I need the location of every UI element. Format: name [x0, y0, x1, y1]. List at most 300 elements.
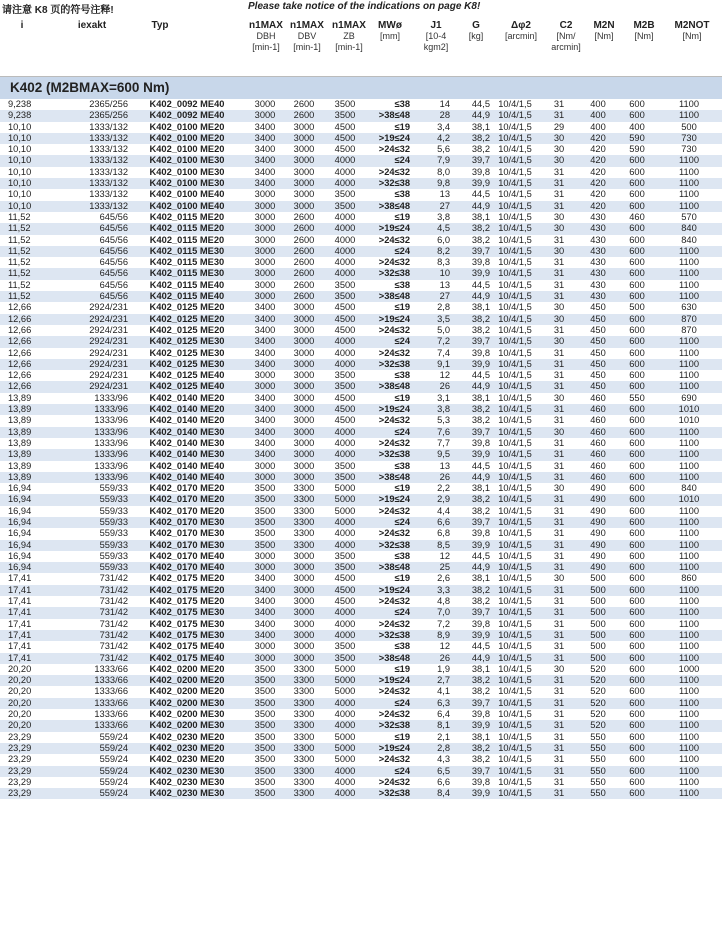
table-cell: 10/4/1,5 — [490, 472, 540, 483]
table-cell: 31 — [540, 653, 578, 664]
table-cell: 10/4/1,5 — [490, 155, 540, 166]
table-cell: 1100 — [656, 381, 722, 392]
table-cell: 12,66 — [0, 314, 66, 325]
table-cell: 600 — [618, 743, 656, 754]
table-cell: 38,1 — [471, 211, 490, 222]
table-cell: 3000 — [284, 449, 324, 460]
table-cell: >38≤48 — [366, 653, 410, 664]
table-cell: 23,29 — [0, 766, 66, 777]
table-cell: 3000 — [246, 268, 284, 279]
table-cell: 3300 — [293, 505, 315, 516]
table-cell: 1100 — [656, 562, 722, 573]
table-cell: 460 — [629, 211, 645, 222]
table-cell: 4000 — [324, 449, 366, 460]
table-cell: 39,7 — [450, 517, 490, 528]
table-cell: 1,9 — [437, 663, 450, 674]
table-cell: 8,4 — [410, 788, 450, 799]
table-cell: 600 — [618, 155, 656, 166]
table-cell: 600 — [618, 336, 656, 347]
table-cell: K402_0115 ME30 — [149, 257, 225, 268]
table-cell: 3000 — [284, 178, 324, 189]
table-cell: 2924/231 — [89, 347, 128, 358]
table-cell: K402_0175 ME20 — [149, 573, 225, 584]
table-cell: 7,0 — [410, 607, 450, 618]
table-cell: 3,8 — [437, 211, 450, 222]
table-cell: 1010 — [678, 415, 700, 426]
table-cell: 38,2 — [471, 144, 490, 155]
table-cell: 30 — [553, 392, 565, 403]
column-header-unit: [Nm] — [682, 31, 702, 41]
table-cell: 12,66 — [8, 347, 32, 358]
table-cell: 3000 — [246, 381, 284, 392]
table-cell: 31 — [553, 189, 565, 200]
table-cell: 3000 — [246, 291, 284, 302]
table-cell: 3500 — [254, 731, 276, 742]
table-cell: 3000 — [254, 641, 276, 652]
table-cell: 1333/132 — [66, 178, 128, 189]
table-cell: 4000 — [334, 776, 356, 787]
table-cell: 600 — [629, 618, 645, 629]
column-header-label: G — [472, 20, 480, 31]
table-cell: 4000 — [334, 211, 356, 222]
table-cell: >19≤24 — [366, 585, 410, 596]
table-cell: 3000 — [284, 201, 324, 212]
table-row — [0, 427, 722, 438]
table-cell: 12,66 — [0, 359, 66, 370]
table-cell: 870 — [656, 314, 722, 325]
table-cell: 490 — [590, 483, 606, 494]
table-cell: 1100 — [656, 607, 722, 618]
column-header-label: M2NOT — [674, 20, 710, 31]
table-cell: 10/4/1,5 — [498, 754, 532, 765]
table-cell: 3400 — [254, 144, 276, 155]
table-cell: 731/42 — [99, 596, 128, 607]
table-cell: 13,89 — [0, 472, 66, 483]
table-cell: 39,9 — [450, 178, 490, 189]
table-cell: 3300 — [284, 540, 324, 551]
table-cell: 6,4 — [437, 709, 450, 720]
table-row — [0, 540, 722, 551]
column-header — [328, 20, 370, 53]
table-row — [0, 494, 722, 505]
table-cell: 38,2 — [450, 133, 490, 144]
table-row — [0, 766, 722, 777]
table-cell: 730 — [681, 144, 697, 155]
table-cell: K402_0175 ME30 — [128, 630, 246, 641]
table-cell: 3300 — [293, 528, 315, 539]
table-cell: 10/4/1,5 — [498, 528, 532, 539]
column-header-unit: [10-4 kgm2] — [423, 31, 449, 52]
table-cell: 2924/231 — [66, 359, 128, 370]
column-header — [246, 20, 286, 53]
table-cell: 6,0 — [437, 234, 450, 245]
table-cell: 23,29 — [8, 731, 32, 742]
table-cell: 3400 — [254, 302, 276, 313]
table-cell: 3500 — [246, 720, 284, 731]
table-cell: 3500 — [254, 663, 276, 674]
table-cell: >24≤32 — [378, 257, 410, 268]
table-cell: 500 — [578, 607, 618, 618]
table-cell: 38,2 — [450, 675, 490, 686]
table-cell: 420 — [590, 166, 606, 177]
notice-cn: 请注意 K8 页的符号注释! — [2, 5, 114, 16]
table-cell: 38,2 — [471, 686, 490, 697]
table-cell: 31 — [553, 776, 565, 787]
table-cell: 1333/66 — [66, 698, 128, 709]
table-cell: 3400 — [246, 404, 284, 415]
table-cell: 3000 — [284, 630, 324, 641]
table-cell: ≤24 — [366, 336, 410, 347]
table-cell: >24≤32 — [378, 709, 410, 720]
table-cell: 11,52 — [8, 211, 31, 222]
table-cell: 4500 — [334, 121, 356, 132]
column-header-label: n1MAX — [332, 20, 366, 31]
table-cell: 3400 — [246, 336, 284, 347]
table-cell: 645/56 — [99, 257, 128, 268]
table-cell: K402_0230 ME20 — [128, 743, 246, 754]
table-cell: 44,5 — [471, 550, 490, 561]
table-row — [0, 325, 722, 336]
table-cell: 10,10 — [8, 121, 32, 132]
table-cell: 31 — [540, 562, 578, 573]
table-cell: 10/4/1,5 — [498, 257, 532, 268]
table-cell: 600 — [629, 324, 645, 335]
table-cell: 1333/96 — [94, 460, 128, 471]
table-cell: 600 — [629, 257, 645, 268]
table-cell: 10/4/1,5 — [490, 743, 540, 754]
table-cell: 39,8 — [471, 257, 490, 268]
table-cell: 11,52 — [8, 279, 31, 290]
table-cell: 1333/96 — [94, 392, 128, 403]
table-cell: 4,3 — [437, 754, 450, 765]
table-cell: 4,1 — [437, 686, 450, 697]
table-cell: 1100 — [679, 99, 699, 109]
table-cell: 400 — [629, 121, 645, 132]
table-cell: 6,8 — [437, 528, 450, 539]
table-cell: 600 — [618, 381, 656, 392]
table-cell: 30 — [553, 144, 565, 155]
table-cell: 10/4/1,5 — [498, 709, 532, 720]
table-cell: 31 — [553, 99, 565, 109]
table-cell: 5000 — [334, 754, 356, 765]
table-cell: 30 — [540, 155, 578, 166]
table-cell: K402_0115 ME20 — [128, 223, 246, 234]
table-cell: 38,2 — [471, 234, 490, 245]
table-cell: 559/24 — [99, 731, 128, 742]
table-cell: 39,9 — [450, 720, 490, 731]
table-cell: 44,9 — [450, 381, 490, 392]
table-cell: 1100 — [679, 505, 699, 516]
table-cell: K402_0140 ME20 — [149, 392, 225, 403]
table-cell: 17,41 — [8, 596, 32, 607]
table-cell: 10/4/1,5 — [490, 291, 540, 302]
table-cell: 3400 — [246, 155, 284, 166]
table-cell: >24≤32 — [378, 324, 410, 335]
table-cell: 10/4/1,5 — [498, 144, 532, 155]
table-cell: ≤19 — [394, 302, 410, 313]
table-cell: K402_0200 ME30 — [149, 709, 225, 720]
table-cell: 39,7 — [450, 246, 490, 257]
column-header-unit: [Nm] — [594, 31, 614, 41]
table-cell: 550 — [578, 788, 618, 799]
table-cell: 10/4/1,5 — [490, 540, 540, 551]
table-cell: 44,9 — [450, 201, 490, 212]
table-cell: 17,41 — [0, 585, 66, 596]
table-cell: 10/4/1,5 — [490, 359, 540, 370]
table-cell: 600 — [618, 630, 656, 641]
table-cell: 3500 — [254, 754, 276, 765]
table-row — [0, 630, 722, 641]
table-cell: 490 — [578, 562, 618, 573]
table-cell: 13,89 — [0, 449, 66, 460]
table-cell: K402_0175 ME30 — [149, 618, 225, 629]
table-cell: 600 — [618, 178, 656, 189]
table-cell: 10,10 — [0, 201, 66, 212]
table-cell: 4500 — [334, 324, 356, 335]
table-cell: K402_0115 ME40 — [149, 279, 225, 290]
table-cell: 500 — [590, 573, 606, 584]
column-header — [584, 20, 624, 42]
table-cell: K402_0125 ME30 — [128, 336, 246, 347]
table-cell: 5,0 — [437, 324, 450, 335]
table-cell: K402_0170 ME20 — [128, 494, 246, 505]
table-cell: 31 — [553, 686, 565, 697]
table-cell: >19≤24 — [366, 314, 410, 325]
table-row — [0, 144, 722, 155]
table-cell: 600 — [618, 110, 656, 121]
table-cell: 13,89 — [8, 415, 32, 426]
table-cell: 1333/96 — [66, 449, 128, 460]
table-cell: 10/4/1,5 — [498, 641, 532, 652]
table-cell: 731/42 — [66, 630, 128, 641]
table-cell: 3000 — [254, 550, 276, 561]
table-cell: 30 — [540, 133, 578, 144]
table-cell: 3400 — [254, 437, 276, 448]
table-cell: 600 — [618, 449, 656, 460]
table-cell: 1100 — [656, 201, 722, 212]
table-row — [0, 393, 722, 404]
table-cell: 3400 — [254, 596, 276, 607]
table-cell: 600 — [629, 437, 645, 448]
table-cell: 3000 — [293, 370, 315, 381]
table-cell: 1100 — [679, 754, 699, 765]
table-cell: ≤38 — [394, 279, 410, 290]
table-cell: 20,20 — [0, 675, 66, 686]
table-cell: 38,2 — [471, 415, 490, 426]
table-cell: 10/4/1,5 — [498, 460, 532, 471]
table-cell: 1100 — [656, 472, 722, 483]
table-cell: 3400 — [254, 121, 276, 132]
table-cell: 1333/132 — [89, 189, 128, 200]
table-cell: K402_0140 ME30 — [149, 437, 225, 448]
table-cell: 1100 — [679, 709, 699, 720]
table-cell: >32≤38 — [366, 720, 410, 731]
table-cell: 10/4/1,5 — [498, 279, 532, 290]
table-cell: 3300 — [293, 663, 315, 674]
table-cell: 12,66 — [0, 381, 66, 392]
table-cell: 3000 — [284, 472, 324, 483]
table-cell: 23,29 — [0, 788, 66, 799]
table-cell: K402_0230 ME30 — [128, 788, 246, 799]
table-row — [0, 280, 722, 291]
table-cell: K402_0200 ME30 — [128, 720, 246, 731]
table-cell: 3500 — [324, 472, 366, 483]
table-cell: 645/56 — [66, 223, 128, 234]
table-cell: 1100 — [656, 540, 722, 551]
table-cell: 4500 — [334, 573, 356, 584]
table-cell: 38,1 — [471, 302, 490, 313]
table-cell: 600 — [629, 279, 645, 290]
table-cell: 1333/96 — [66, 404, 128, 415]
table-cell: 4,4 — [437, 505, 450, 516]
table-cell: 430 — [578, 223, 618, 234]
table-cell: 645/56 — [99, 211, 128, 222]
table-cell: 30 — [553, 483, 565, 494]
column-header-unit: [mm] — [380, 31, 400, 41]
table-cell: 3000 — [284, 562, 324, 573]
table-cell: ≤19 — [394, 731, 410, 742]
table-cell: 4000 — [334, 437, 356, 448]
table-cell: 11,52 — [0, 268, 66, 279]
table-cell: 3500 — [334, 460, 356, 471]
table-cell: 31 — [540, 630, 578, 641]
table-cell: 10/4/1,5 — [498, 483, 532, 494]
table-row — [0, 438, 722, 449]
table-row — [0, 675, 722, 686]
table-cell: 17,41 — [8, 641, 32, 652]
table-cell: 23,29 — [0, 743, 66, 754]
table-cell: 6,6 — [410, 517, 450, 528]
table-cell: 730 — [656, 133, 722, 144]
table-cell: 2600 — [284, 246, 324, 257]
table-cell: 44,5 — [471, 99, 490, 109]
table-cell: 3,4 — [437, 121, 450, 132]
table-cell: 3000 — [284, 381, 324, 392]
table-cell: 10/4/1,5 — [498, 234, 532, 245]
table-cell: 39,9 — [450, 268, 490, 279]
table-cell: 3500 — [334, 550, 356, 561]
table-cell: 3,3 — [410, 585, 450, 596]
table-cell: 31 — [553, 641, 565, 652]
table-cell: 3000 — [246, 472, 284, 483]
table-cell: 10/4/1,5 — [498, 166, 532, 177]
table-cell: 4000 — [324, 540, 366, 551]
table-cell: 1100 — [656, 788, 722, 799]
table-row — [0, 483, 722, 494]
table-cell: 11,52 — [8, 257, 31, 268]
table-cell: 3500 — [254, 686, 276, 697]
column-header-label: iexakt — [77, 20, 107, 31]
table-cell: 600 — [629, 731, 645, 742]
table-cell: 4000 — [334, 618, 356, 629]
table-cell: 9,238 — [8, 99, 32, 109]
table-cell: >24≤32 — [378, 347, 410, 358]
table-cell: 13,89 — [0, 427, 66, 438]
table-cell: 690 — [681, 392, 697, 403]
table-cell: >38≤48 — [366, 472, 410, 483]
table-cell: 600 — [618, 472, 656, 483]
table-cell: K402_0100 ME20 — [149, 121, 225, 132]
table-cell: K402_0125 ME20 — [149, 324, 225, 335]
table-cell: 3000 — [293, 618, 315, 629]
table-cell: 12,66 — [8, 370, 32, 381]
table-cell: 430 — [590, 211, 606, 222]
table-cell: 500 — [629, 302, 645, 313]
table-row — [0, 302, 722, 313]
table-cell: 1100 — [656, 359, 722, 370]
table-row — [0, 449, 722, 460]
table-cell: 6,5 — [410, 766, 450, 777]
table-cell: 10/4/1,5 — [498, 415, 532, 426]
table-cell: 3000 — [284, 133, 324, 144]
table-cell: 3000 — [284, 607, 324, 618]
table-cell: 600 — [618, 359, 656, 370]
table-cell: 559/24 — [66, 788, 128, 799]
table-cell: 1100 — [656, 268, 722, 279]
table-cell: 490 — [590, 550, 606, 561]
table-cell: K402_0140 ME20 — [149, 415, 225, 426]
column-header-label: i — [20, 20, 24, 31]
table-cell: 31 — [553, 505, 565, 516]
table-cell: 44,9 — [450, 472, 490, 483]
table-row — [0, 268, 722, 279]
table-cell: 10/4/1,5 — [498, 99, 532, 109]
table-cell: 31 — [540, 585, 578, 596]
table-cell: 1333/132 — [89, 144, 128, 155]
table-row — [0, 664, 722, 675]
table-cell: 600 — [629, 234, 645, 245]
table-cell: 460 — [578, 404, 618, 415]
table-cell: K402_0125 ME30 — [149, 347, 225, 358]
table-cell: K402_0115 ME30 — [128, 268, 246, 279]
table-cell: 4000 — [334, 257, 356, 268]
table-cell: 39,7 — [450, 607, 490, 618]
table-cell: 38,2 — [450, 743, 490, 754]
table-cell: K402_0140 ME30 — [128, 449, 246, 460]
table-cell: 500 — [578, 585, 618, 596]
table-cell: 420 — [590, 144, 606, 155]
table-cell: 520 — [578, 698, 618, 709]
table-cell: 3000 — [284, 155, 324, 166]
table-cell: 3300 — [293, 709, 315, 720]
table-cell: 10/4/1,5 — [490, 788, 540, 799]
table-cell: 3000 — [293, 324, 315, 335]
table-cell: 11,52 — [0, 291, 66, 302]
table-cell: 2600 — [284, 223, 324, 234]
table-row — [0, 641, 722, 652]
table-cell: 38,2 — [450, 314, 490, 325]
table-cell: 460 — [578, 427, 618, 438]
table-cell: K402_0092 ME40 — [149, 99, 225, 109]
table-cell: 4000 — [324, 517, 366, 528]
table-cell: K402_0175 ME20 — [128, 585, 246, 596]
table-cell: 4000 — [334, 347, 356, 358]
table-cell: 17,41 — [0, 630, 66, 641]
table-cell: 3500 — [324, 110, 366, 121]
table-row — [0, 359, 722, 370]
table-cell: 2,8 — [410, 743, 450, 754]
table-cell: 16,94 — [8, 550, 32, 561]
table-row — [0, 743, 722, 754]
table-cell: 4000 — [324, 336, 366, 347]
table-cell: 600 — [629, 460, 645, 471]
table-cell: 500 — [578, 653, 618, 664]
table-row — [0, 155, 722, 166]
table-row — [0, 99, 722, 110]
table-cell: 30 — [540, 223, 578, 234]
table-cell: 1100 — [679, 460, 699, 471]
table-cell: 31 — [540, 788, 578, 799]
